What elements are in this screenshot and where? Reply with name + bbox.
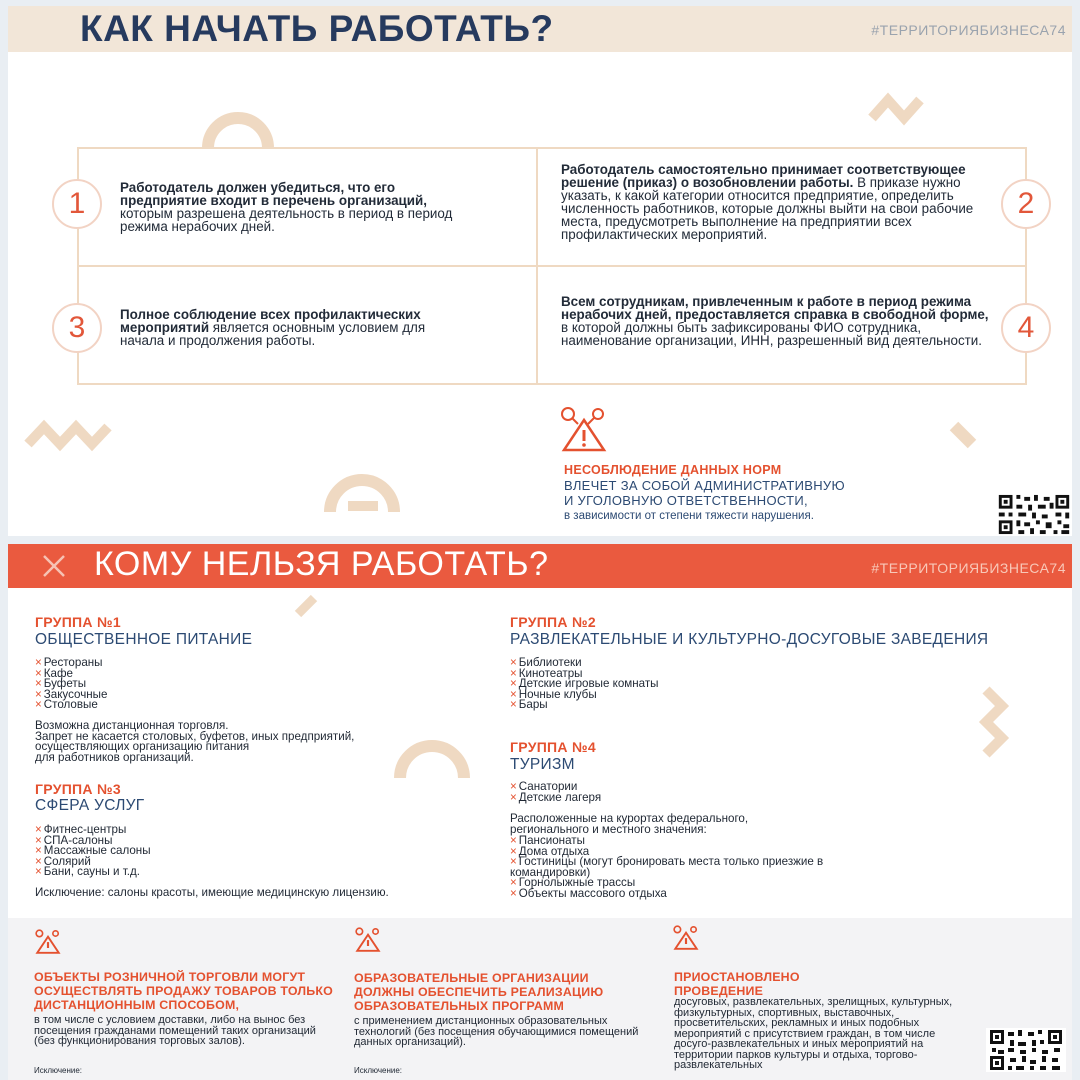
list-item: × Массажные салоны <box>35 846 151 857</box>
step-1-text <box>120 181 460 233</box>
step-4-text <box>561 295 991 347</box>
list-item: × Санатории <box>510 782 601 793</box>
list-item: × Горнолыжные трассы <box>510 878 870 889</box>
group-3-note: Исключение: салоны красоты, имеющие медицинскую лицензию. <box>35 886 389 899</box>
group-1-heading: ГРУППА №1 <box>35 614 122 630</box>
group-2-heading: ГРУППА №2 <box>510 614 597 630</box>
page-title-start-work: КАК НАЧАТЬ РАБОТАТЬ? <box>80 8 554 49</box>
group-1-list <box>35 658 107 711</box>
group-4-list <box>510 782 601 803</box>
warning-line-2: И УГОЛОВНУЮ ОТВЕТСТВЕННОСТИ, <box>564 493 808 508</box>
step-4-lead: Всем сотрудникам, привлеченным к работе в период режима нерабочих дней, предоставляется справка в свободной форме, <box>561 294 989 322</box>
list-item: × Детские игровые комнаты <box>510 679 659 690</box>
list-item: × Солярий <box>35 857 151 868</box>
list-item: × Бани, сауны и т.д. <box>35 867 151 878</box>
list-item: × Бары <box>510 700 659 711</box>
footer-3-heading: ПРИОСТАНОВЛЕНО ПРОВЕДЕНИЕ <box>674 970 800 998</box>
footer-3-body: досуговых, развлекательных, зрелищных, культурных, физкультурных, спортивных, выставочных, просветительских, рекламных и иных подобных мероприятий с присутствием граждан, в том числе досуго-развлекательных и иных мероприятий на территории парков культуры и отдыха, торгово-развлекательных <box>674 996 953 1071</box>
footer-2-body: с применением дистанционных образовательных технологий (без посещения обучающимися помещений данных организаций). <box>354 1015 639 1048</box>
list-item: × Библиотеки <box>510 658 659 669</box>
list-item: × Гостиницы (могут бронировать места только приезжие в командировки) <box>510 857 870 878</box>
list-item: × Дома отдыха <box>510 847 870 858</box>
top-hashtag: #ТЕРРИТОРИЯБИЗНЕСА74 <box>871 22 1066 38</box>
step-4-number: 4 <box>1001 303 1051 353</box>
step-2-text <box>561 163 1001 241</box>
list-item: × Столовые <box>35 700 107 711</box>
step-3-number: 3 <box>52 303 102 353</box>
list-item: × Пансионаты <box>510 836 870 847</box>
virus-warning-icon <box>558 404 610 452</box>
list-item: × Детские лагеря <box>510 793 601 804</box>
step-2-body: В приказе нужно указать, к какой категории относится предприятие, определить численность работников, которые должны выйти на свои рабочие места, предусмотреть выполнение на предприятии всех профилактических мероприятий. <box>561 175 974 242</box>
step-2-number: 2 <box>1001 179 1051 229</box>
footer-1-body: в том числе с условием доставки, либо на вынос без посещения гражданами помещений таких организаций (без функционирования торговых залов). <box>34 1014 316 1047</box>
bottom-hashtag: #ТЕРРИТОРИЯБИЗНЕСА74 <box>871 560 1066 576</box>
group-4-note: Расположенные на курортах федерального, регионального и местного значения: <box>510 812 749 836</box>
list-item: × Рестораны <box>35 658 107 669</box>
step-3-lead: Полное соблюдение всех профилактических мероприятий <box>120 307 421 335</box>
group-3-heading: ГРУППА №3 <box>35 781 122 797</box>
step-1-number: 1 <box>52 179 102 229</box>
warning-line-1: ВЛЕЧЕТ ЗА СОБОЙ АДМИНИСТРАТИВНУЮ <box>564 478 845 493</box>
group-4-heading: ГРУППА №4 <box>510 739 597 755</box>
step-4-body: в которой должны быть зафиксированы ФИО сотрудника, наименование организации, ИНН, разрешенный вид деятельности. <box>561 320 983 348</box>
step-1-body: которым разрешена деятельность в период в период режима нерабочих дней. <box>120 206 453 234</box>
group-3-list <box>35 825 151 878</box>
group-4-subtitle: ТУРИЗМ <box>510 756 575 773</box>
footer-2-heading: ОБРАЗОВАТЕЛЬНЫЕ ОРГАНИЗАЦИИ ДОЛЖНЫ ОБЕСПЕЧИТЬ РЕАЛИЗАЦИЮ ОБРАЗОВАТЕЛЬНЫХ ПРОГРАММ <box>354 971 604 1013</box>
warning-heading: НЕСОБЛЮДЕНИЕ ДАННЫХ НОРМ <box>564 463 782 477</box>
who-cannot-work-panel <box>8 544 1072 1080</box>
list-item: × Фитнес-центры <box>35 825 151 836</box>
start-work-panel <box>8 6 1072 536</box>
group-2-subtitle: РАЗВЛЕКАТЕЛЬНЫЕ И КУЛЬТУРНО-ДОСУГОВЫЕ ЗАВЕДЕНИЯ <box>510 631 989 648</box>
virus-warning-icon <box>672 922 700 952</box>
warning-lines <box>564 478 845 508</box>
footer-1-heading: ОБЪЕКТЫ РОЗНИЧНОЙ ТОРГОВЛИ МОГУТ ОСУЩЕСТВЛЯТЬ ПРОДАЖУ ТОВАРОВ ТОЛЬКО ДИСТАНЦИОННЫМ СПОСОБОМ, <box>34 970 333 1012</box>
list-item: × Ночные клубы <box>510 690 659 701</box>
list-item: × Закусочные <box>35 690 107 701</box>
warning-note: в зависимости от степени тяжести нарушения. <box>564 510 814 522</box>
step-1-lead: Работодатель должен убедиться, что его предприятие входит в перечень организаций, <box>120 180 427 208</box>
page-title-who-cannot-work: КОМУ НЕЛЬЗЯ РАБОТАТЬ? <box>94 545 549 583</box>
step-3-body: является основным условием для начала и продолжения работы. <box>120 320 426 348</box>
step-3-text <box>120 308 470 347</box>
step-2-lead: Работодатель самостоятельно принимает соответствующее решение (приказ) о возобновлении работы. <box>561 162 966 190</box>
qr-code-icon <box>996 493 1072 536</box>
footer-2-exception: Исключение: <box>354 1066 403 1075</box>
steps-grid-decoration <box>8 6 1072 536</box>
list-item: × Буфеты <box>35 679 107 690</box>
group-1-note: Возможна дистанционная торговля. Запрет не касается столовых, буфетов, иных предприятий, осуществляющих организацию питания для работников организаций. <box>35 719 355 764</box>
virus-warning-icon <box>34 926 62 956</box>
list-item: × Кинотеатры <box>510 669 659 680</box>
footer-1-exception: Исключение: <box>34 1066 83 1075</box>
virus-warning-icon <box>354 924 382 954</box>
list-item: × СПА-салоны <box>35 836 151 847</box>
group-1-subtitle: ОБЩЕСТВЕННОЕ ПИТАНИЕ <box>35 631 253 648</box>
group-3-subtitle: СФЕРА УСЛУГ <box>35 797 145 814</box>
group-2-list <box>510 658 659 711</box>
group-4-list-2 <box>510 836 870 900</box>
list-item: × Объекты массового отдыха <box>510 889 870 900</box>
list-item: × Кафе <box>35 669 107 680</box>
qr-code-icon <box>986 1028 1066 1072</box>
